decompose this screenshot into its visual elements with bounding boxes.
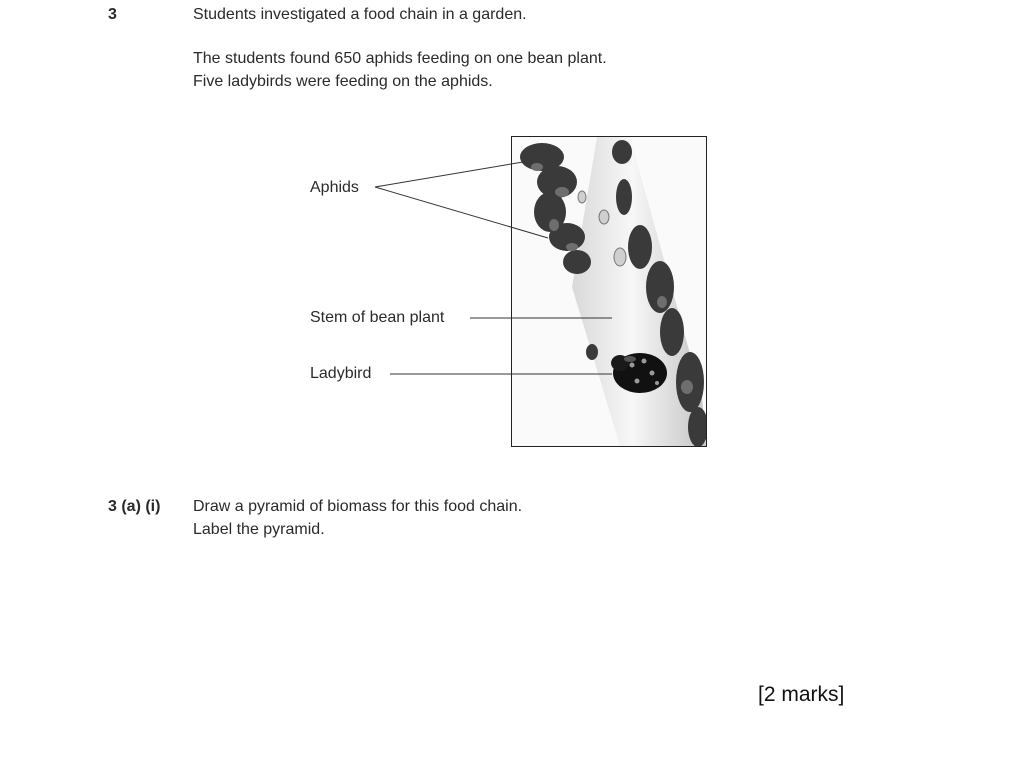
question-text-line-2: Five ladybirds were feeding on the aphids. [193, 73, 493, 90]
question-text-line-1: The students found 650 aphids feeding on one bean plant. [193, 50, 607, 67]
photo-frame [511, 136, 707, 447]
stem-photo [512, 137, 706, 446]
label-aphids: Aphids [310, 179, 359, 196]
subquestion-number: 3 (a) (i) [108, 498, 161, 515]
subquestion-line-1: Draw a pyramid of biomass for this food chain. [193, 498, 523, 515]
label-ladybird: Ladybird [310, 365, 372, 382]
aphids-leader-upper [375, 162, 523, 187]
question-number: 3 [108, 6, 117, 23]
subquestion-line-2: Label the pyramid. [193, 521, 325, 538]
question-intro: Students investigated a food chain in a garden. [193, 6, 527, 23]
marks-label: [2 marks] [758, 683, 845, 706]
label-stem: Stem of bean plant [310, 309, 445, 326]
